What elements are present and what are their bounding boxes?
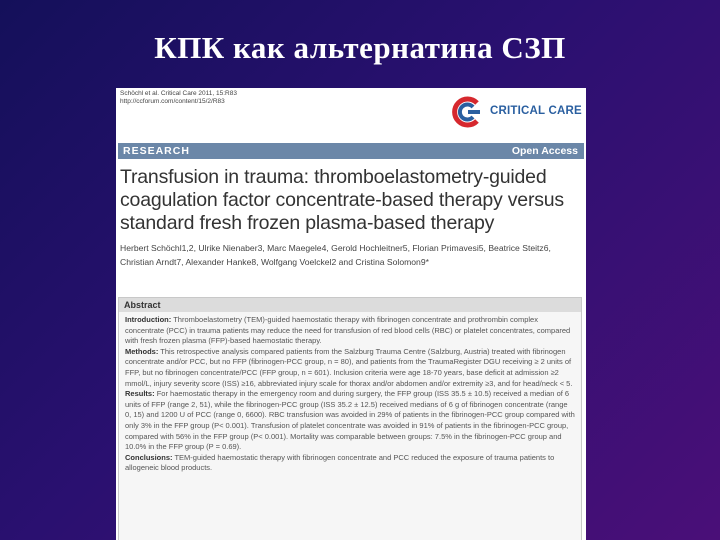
abstract-body xyxy=(119,312,581,474)
abstract-conclusions xyxy=(125,453,575,474)
section-text: This retrospective analysis compared patients from the Salzburg Trauma Centre (Salzburg, Austria) treated with fibrinogen concentrate and/or PCC, but no FFP (fibrinogen-PCC group, n = 80), and patients from the TraumaRegister DGU receiving ≥ 2 units of FFP, but no fibrinogen concentrate/PCC (FFP group, n = 601). Inclusion criteria were age 18-70 years, base deficit at admission ≥2 mmol/L, injury severity score (ISS) ≥16, abbreviated injury scale for thorax and/or abdomen and/or extremity ≥3, and for head/neck < 5. xyxy=(125,346,573,388)
article-image xyxy=(116,88,586,540)
section-label: Results: xyxy=(125,389,155,399)
author: Wolfgang Voelckel2 xyxy=(260,256,337,267)
article-type: RESEARCH xyxy=(123,145,190,157)
author: Herbert Schöchl1,2, xyxy=(120,243,196,253)
abstract-introduction xyxy=(125,315,575,347)
citation xyxy=(120,90,237,106)
slide-title: КПК как альтернатина СЗП xyxy=(154,30,566,65)
open-access-label: Open Access xyxy=(511,145,578,157)
author: Christian Arndt7, xyxy=(120,256,184,267)
section-label: Conclusions: xyxy=(125,452,173,462)
author-list xyxy=(120,242,582,269)
section-text: Thromboelastometry (TEM)-guided haemostatic therapy with fibrinogen concentrate and prothrombin complex concentrate (PCC) in trauma patients may reduce the need for transfusion of red blood cells (RBC) or platelet concentrates, compared with fresh frozen plasma (FFP)-based haemostatic therapy. xyxy=(125,315,571,346)
abstract-box xyxy=(118,297,582,540)
abstract-results xyxy=(125,389,575,453)
journal-logo xyxy=(448,94,580,130)
section-text: For haemostatic therapy in the emergency room and during surgery, the FFP group (ISS 35.5 ± 10.5) received a median of 6 units of FFP (range 2, 51), while the fibrinogen-PCC group (ISS 35.2 ± 12.5) received medians of 6 g of fibrinogen concentrate (range 0, 15) and 1200 U of PCC (range 0, 6600). RBC transfusion was avoided in 29% of patients in the fibrinogen-PCC group compared with only 3% in the FFP group (P< 0.001). Transfusion of platelet concentrate was avoided in 91% of patients in the fibrinogen-PCC group, compared with 56% in the FFP group (P< 0.001). Mortality was comparable between groups: 7.5% in the fibrinogen-PCC group and 10.0% in the FFP group (P = 0.69). xyxy=(125,389,575,452)
author: Beatrice Steitz6, xyxy=(488,243,551,253)
abstract-methods xyxy=(125,347,575,389)
critical-care-logo-icon xyxy=(448,94,484,130)
author: Gerold Hochleitner5, xyxy=(331,243,410,253)
author: Ulrike Nienaber3, xyxy=(198,243,265,253)
author: Florian Primavesi5, xyxy=(412,243,486,253)
section-label: Introduction: xyxy=(125,315,172,324)
author: Marc Maegele4, xyxy=(267,243,329,253)
citation-url: http://ccforum.com/content/15/2/R83 xyxy=(120,98,225,105)
section-label: Methods: xyxy=(125,346,159,356)
citation-line: Schöchl et al. Critical Care 2011, 15:R83 xyxy=(120,90,237,97)
article-banner xyxy=(118,143,584,159)
journal-name: CRITICAL CARE xyxy=(490,105,582,117)
author: Alexander Hanke8, xyxy=(185,256,259,267)
author: and Cristina Solomon9* xyxy=(338,256,429,267)
abstract-heading: Abstract xyxy=(119,298,581,312)
article-title: Transfusion in trauma: thromboelastometry-guided coagulation factor concentrate-based therapy versus standard fresh frozen plasma-based therapy xyxy=(120,166,564,234)
section-text: TEM-guided haemostatic therapy with fibrinogen concentrate and PCC reduced the exposure of trauma patients to allogeneic blood products. xyxy=(125,452,555,473)
